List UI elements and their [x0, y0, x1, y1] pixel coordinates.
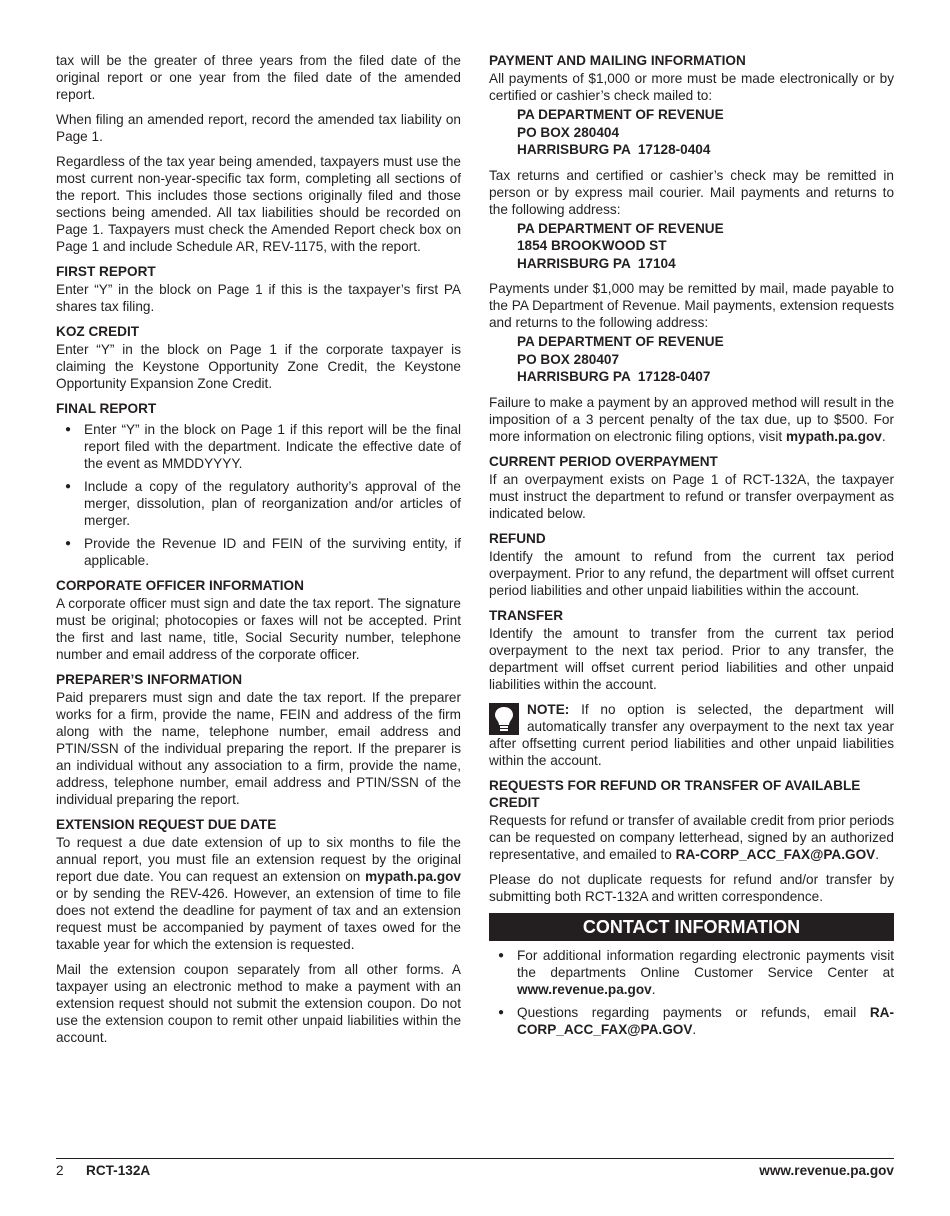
contact-banner: CONTACT INFORMATION	[489, 913, 894, 941]
transfer-heading: TRANSFER	[489, 607, 564, 623]
extension-text	[56, 834, 461, 953]
refund-heading: REFUND	[489, 530, 546, 546]
contact-list	[489, 947, 894, 1038]
address-line: PA DEPARTMENT OF REVENUE	[517, 220, 724, 236]
first-report-text: Enter “Y” in the block on Page 1 if this is the taxpayer’s first PA shares tax filing.	[56, 282, 461, 314]
contact-text-d: .	[692, 1021, 697, 1037]
final-report-section	[56, 400, 461, 569]
mypath-link[interactable]: mypath.pa.gov	[365, 869, 461, 884]
preparer-heading: PREPARER’S INFORMATION	[56, 672, 243, 687]
right-column	[489, 52, 894, 1046]
address-line: PA DEPARTMENT OF REVENUE	[517, 107, 724, 122]
payment-text-3: Payments under $1,000 may be remitted by mail, made payable to the PA Department of Revenue. Mail payments, extension requests and returns to the following address:	[489, 281, 894, 330]
address-line: 1854 BROOKWOOD ST	[517, 238, 667, 253]
extension-text-a: To request a due date extension of up to six months to file the annual report, you must file an extension request by the original report due date. You can request an extension on	[56, 835, 461, 884]
overpayment-section	[489, 453, 894, 522]
extension-text-b: or by sending the REV-426. However, an extension of time to file does not extend the deadline for payment of tax and an extension request must be accompanied by payment of taxes owed for the taxable year for which the extension is requested.	[56, 886, 461, 952]
payment-section	[489, 52, 894, 445]
corp-email-link[interactable]: RA-CORP_ACC_FAX@PA.GOV	[675, 846, 876, 862]
footer-url[interactable]: www.revenue.pa.gov	[759, 1163, 894, 1178]
address-line: PO BOX 280407	[517, 351, 620, 367]
amended-instructions: Regardless of the tax year being amended, taxpayers must use the most current non-year-specific tax form, completing all sections of the report. This includes those sections originally filed and those sections being amended. All tax liabilities should be recorded on Page 1. Taxpayers must check the Amended Report check box on Page 1 and include Schedule AR, REV-1175, with the report.	[56, 154, 461, 254]
address-line: PO BOX 280404	[517, 124, 620, 140]
form-id: RCT-132A	[86, 1163, 151, 1178]
extension-coupon-text: Mail the extension coupon separately from all other forms. A taxpayer using an electronic method to make a payment with an extension request should not submit the extension coupon. Do not use the extension coupon to remit other unpaid liabilities within the account.	[56, 962, 461, 1045]
mypath-link[interactable]: mypath.pa.gov	[785, 428, 882, 444]
list-item: ● Include a copy of the regulatory authority’s approval of the merger, dissolution, plan of reorganization and/or articles of merger.	[56, 478, 461, 529]
penalty-text-b: .	[881, 428, 886, 444]
list-item: ● Provide the Revenue ID and FEIN of the surviving entity, if applicable.	[56, 535, 461, 569]
address-line: PA DEPARTMENT OF REVENUE	[517, 334, 724, 349]
address-line: HARRISBURG PA 17128-0407	[517, 369, 711, 384]
corporate-officer-heading: CORPORATE OFFICER INFORMATION	[56, 578, 304, 593]
requests-text-a: Requests for refund or transfer of available credit from prior periods can be requested on company letterhead, signed by an authorized representative, and emailed to	[489, 812, 894, 862]
corporate-officer-text: A corporate officer must sign and date the tax report. The signature must be original; photocopies or faxes will not be accepted. Print the first and last name, title, Social Security number, telephone number and email address of the corporate officer.	[56, 596, 461, 662]
refund-text: Identify the amount to refund from the current tax period overpayment. Prior to any refund, the department will offset current period liabilities and other unpaid liabilities within the account.	[489, 548, 894, 598]
list-item	[489, 1004, 894, 1038]
payment-penalty-text	[489, 394, 894, 445]
contact-text-a: For additional information regarding electronic payments visit the departments Online Customer Service Center at	[517, 947, 894, 980]
address-line: HARRISBURG PA 17128-0404	[517, 142, 711, 157]
note-label: NOTE:	[527, 701, 570, 717]
revenue-link[interactable]: www.revenue.pa.gov	[517, 981, 652, 997]
requests-duplicate-text: Please do not duplicate requests for refund and/or transfer by submitting both RCT-132A and written correspondence.	[489, 871, 894, 904]
refund-section	[489, 530, 894, 599]
overpayment-heading: CURRENT PERIOD OVERPAYMENT	[489, 453, 718, 469]
koz-credit-text: Enter “Y” in the block on Page 1 if the corporate taxpayer is claiming the Keystone Opportunity Zone Credit, the Keystone Opportunity Expansion Zone Credit.	[56, 342, 461, 391]
final-report-heading: FINAL REPORT	[56, 401, 157, 416]
koz-credit-section	[56, 323, 461, 392]
extension-section	[56, 816, 461, 1046]
mailing-address-2	[489, 220, 894, 273]
preparer-text: Paid preparers must sign and date the tax report. If the preparer works for a firm, provide the name, FEIN and address of the firm along with the name, telephone number, email address and PTIN/SSN of the individual preparing the report. If the preparer is an individual without any association to a firm, provide the name, address, telephone number, email address and PTIN/SSN of the individual preparing the report.	[56, 690, 461, 807]
koz-credit-heading: KOZ CREDIT	[56, 324, 140, 339]
preparer-section	[56, 671, 461, 808]
payment-text-2: Tax returns and certified or cashier’s check may be remitted in person or by express mail courier. Mail payments and returns to the following address:	[489, 167, 894, 217]
corporate-officer-section	[56, 577, 461, 663]
corp-email-link[interactable]: RA-CORP_ACC_FAX@PA.GOV	[517, 1004, 894, 1037]
first-report-heading: FIRST REPORT	[56, 264, 156, 279]
left-column	[56, 52, 461, 1054]
note-text	[489, 701, 894, 769]
list-item: ● Enter “Y” in the block on Page 1 if this report will be the final report filed with the department. Indicate the effective date of the event as MMDDYYYY.	[56, 421, 461, 472]
payment-heading: PAYMENT AND MAILING INFORMATION	[489, 53, 746, 68]
transfer-section	[489, 607, 894, 693]
contact-text-c: Questions regarding payments or refunds, email	[517, 1004, 870, 1020]
contact-text-b: .	[651, 981, 656, 997]
extension-heading: EXTENSION REQUEST DUE DATE	[56, 817, 277, 832]
payment-text-1: All payments of $1,000 or more must be made electronically or by certified or cashier’s check mailed to:	[489, 71, 894, 103]
overpayment-text: If an overpayment exists on Page 1 of RCT-132A, the taxpayer must instruct the department to refund or transfer overpayment as indicated below.	[489, 471, 894, 521]
penalty-text-a: Failure to make a payment by an approved method will result in the imposition of a 3 percent penalty of the tax due, up to $500. For more information on electronic filing options, visit	[489, 394, 894, 444]
requests-heading: REQUESTS FOR REFUND OR TRANSFER OF AVAILABLE CREDIT	[489, 777, 861, 810]
page-footer	[56, 1158, 894, 1179]
note-box	[489, 701, 894, 769]
mailing-address-1	[489, 106, 894, 159]
lightbulb-icon	[489, 703, 519, 735]
mailing-address-3	[489, 333, 894, 386]
final-report-list	[56, 421, 461, 569]
list-item	[489, 947, 894, 998]
requests-text	[489, 812, 894, 863]
page-number: 2	[56, 1163, 64, 1178]
transfer-text: Identify the amount to transfer from the current tax period overpayment to the next tax period. Prior to any transfer, the department will offset current period liabilities and other unpaid liabilities within the account.	[489, 625, 894, 692]
requests-text-b: .	[875, 846, 880, 862]
note-body: If no option is selected, the department will automatically transfer any overpayment to the next tax year after offsetting current period liabilities and other unpaid liabilities within the account.	[489, 701, 894, 768]
lightbulb-icon-graphic	[489, 703, 519, 735]
amended-continuation: tax will be the greater of three years from the filed date of the original report or one year from the filed date of the amended report.	[56, 53, 461, 102]
requests-section	[489, 777, 894, 905]
first-report-section	[56, 263, 461, 315]
amended-liability: When filing an amended report, record the amended tax liability on Page 1.	[56, 112, 461, 144]
address-line: HARRISBURG PA 17104	[517, 255, 676, 271]
